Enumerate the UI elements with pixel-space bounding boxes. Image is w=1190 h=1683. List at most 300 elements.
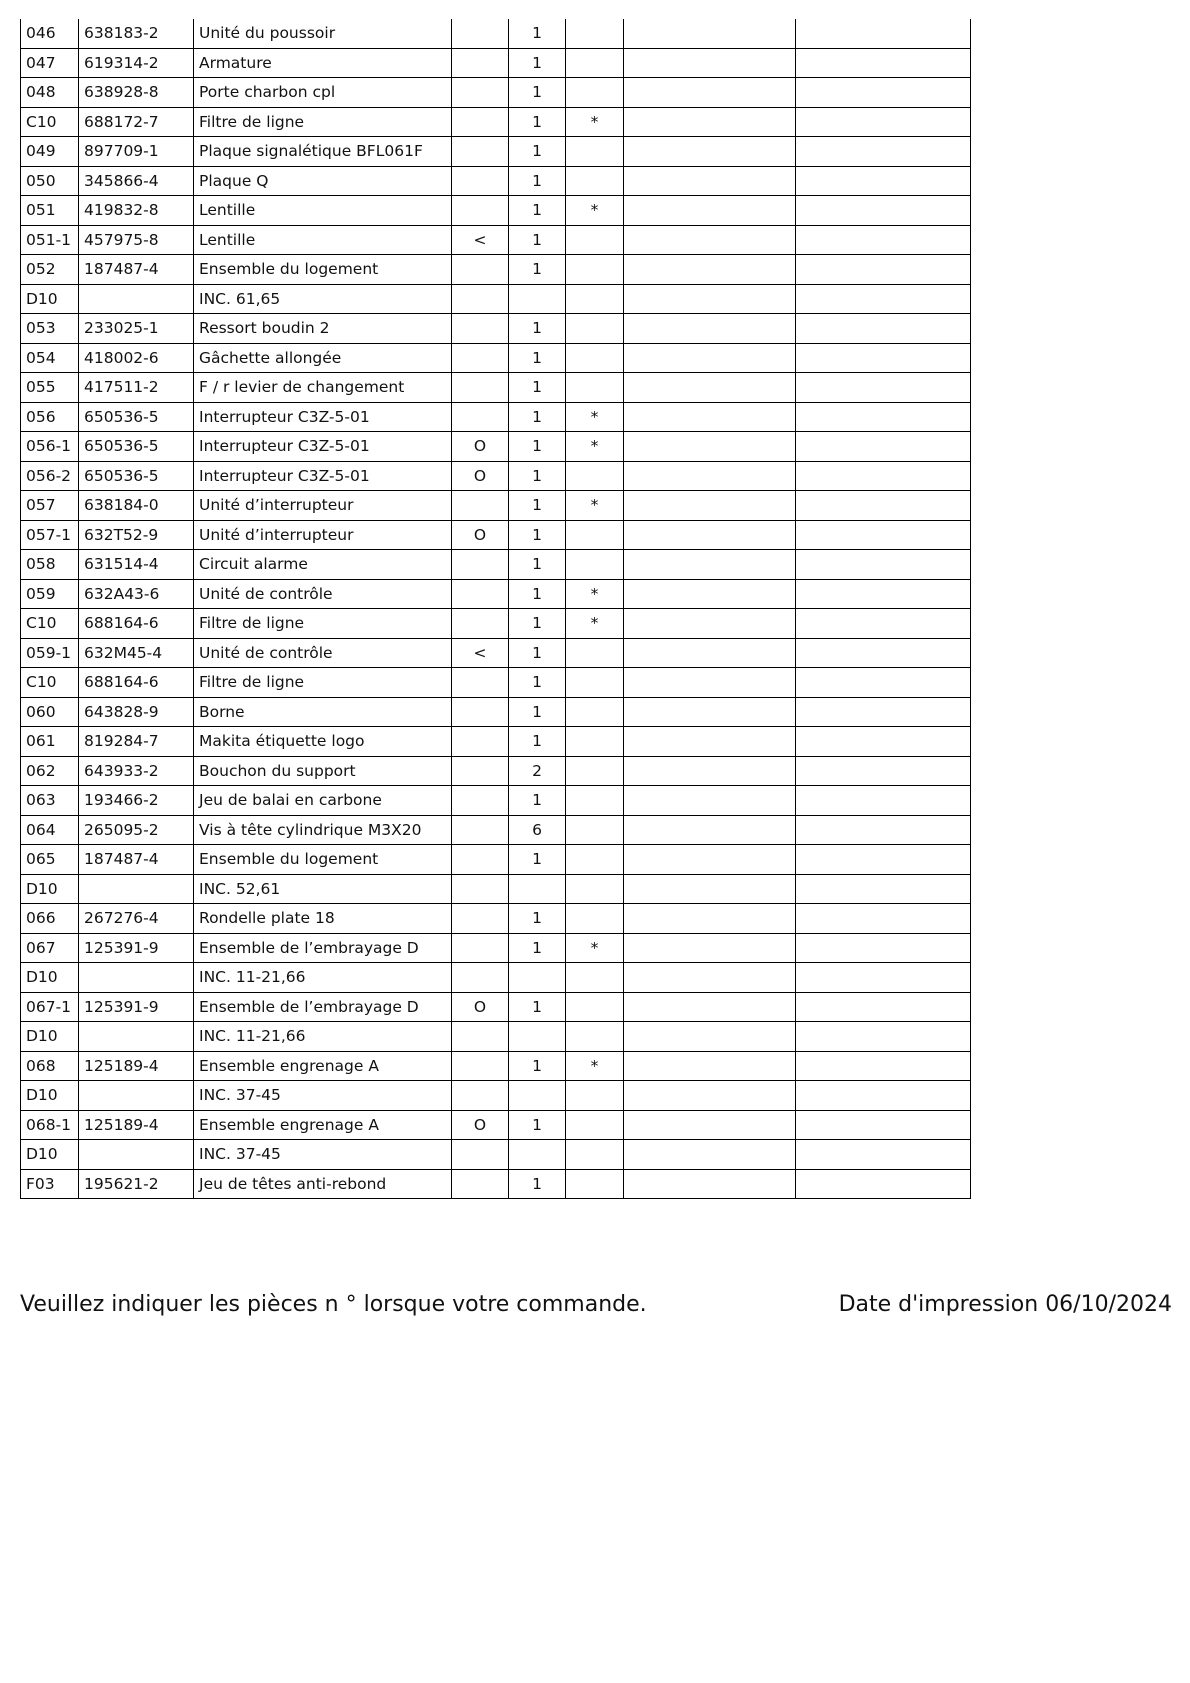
note: * xyxy=(566,1051,624,1081)
description: Unité d’interrupteur xyxy=(194,520,452,550)
note xyxy=(566,225,624,255)
part-number: 638184-0 xyxy=(79,491,194,521)
blank-cell xyxy=(624,255,796,285)
order-instruction: Veuillez indiquer les pièces n ° lorsque votre commande. xyxy=(20,1292,647,1317)
blank-cell xyxy=(796,756,971,786)
note xyxy=(566,638,624,668)
table-row xyxy=(21,1081,971,1111)
note xyxy=(566,963,624,993)
table-row xyxy=(21,845,971,875)
blank-cell xyxy=(624,225,796,255)
description: Filtre de ligne xyxy=(194,668,452,698)
description: Plaque signalétique BFL061F xyxy=(194,137,452,167)
table-row xyxy=(21,520,971,550)
part-number: 632T52-9 xyxy=(79,520,194,550)
part-number: 632A43-6 xyxy=(79,579,194,609)
blank-cell xyxy=(796,786,971,816)
mark xyxy=(452,1051,509,1081)
note xyxy=(566,78,624,108)
note xyxy=(566,1169,624,1199)
table-row xyxy=(21,786,971,816)
description: Ressort boudin 2 xyxy=(194,314,452,344)
table-row xyxy=(21,756,971,786)
item-number: D10 xyxy=(21,1140,79,1170)
blank-cell xyxy=(796,373,971,403)
quantity: 1 xyxy=(509,845,566,875)
item-number: 066 xyxy=(21,904,79,934)
mark xyxy=(452,845,509,875)
item-number: C10 xyxy=(21,668,79,698)
blank-cell xyxy=(624,107,796,137)
mark xyxy=(452,314,509,344)
part-number: 650536-5 xyxy=(79,402,194,432)
table-row xyxy=(21,491,971,521)
mark xyxy=(452,668,509,698)
blank-cell xyxy=(796,225,971,255)
note: * xyxy=(566,196,624,226)
blank-cell xyxy=(796,255,971,285)
quantity: 1 xyxy=(509,255,566,285)
quantity: 1 xyxy=(509,1110,566,1140)
blank-cell xyxy=(796,137,971,167)
item-number: 061 xyxy=(21,727,79,757)
description: Jeu de balai en carbone xyxy=(194,786,452,816)
blank-cell xyxy=(796,904,971,934)
quantity xyxy=(509,963,566,993)
table-row xyxy=(21,1169,971,1199)
part-number: 643828-9 xyxy=(79,697,194,727)
blank-cell xyxy=(796,1051,971,1081)
item-number: D10 xyxy=(21,963,79,993)
quantity: 1 xyxy=(509,786,566,816)
note xyxy=(566,550,624,580)
mark xyxy=(452,697,509,727)
blank-cell xyxy=(624,373,796,403)
blank-cell xyxy=(624,19,796,48)
note xyxy=(566,668,624,698)
part-number: 125189-4 xyxy=(79,1051,194,1081)
table-row xyxy=(21,343,971,373)
quantity: 1 xyxy=(509,1051,566,1081)
quantity: 1 xyxy=(509,19,566,48)
note xyxy=(566,373,624,403)
blank-cell xyxy=(624,520,796,550)
note xyxy=(566,697,624,727)
blank-cell xyxy=(624,78,796,108)
note xyxy=(566,284,624,314)
blank-cell xyxy=(624,963,796,993)
part-number: 418002-6 xyxy=(79,343,194,373)
blank-cell xyxy=(796,284,971,314)
table-row xyxy=(21,48,971,78)
item-number: 062 xyxy=(21,756,79,786)
note xyxy=(566,815,624,845)
description: Unité de contrôle xyxy=(194,638,452,668)
blank-cell xyxy=(624,1081,796,1111)
item-number: 051 xyxy=(21,196,79,226)
description: Borne xyxy=(194,697,452,727)
quantity: 2 xyxy=(509,756,566,786)
description: INC. 37-45 xyxy=(194,1081,452,1111)
note xyxy=(566,786,624,816)
mark xyxy=(452,1022,509,1052)
quantity: 1 xyxy=(509,137,566,167)
table-row xyxy=(21,166,971,196)
blank-cell xyxy=(624,786,796,816)
table-row xyxy=(21,255,971,285)
part-number: 688164-6 xyxy=(79,668,194,698)
blank-cell xyxy=(796,727,971,757)
blank-cell xyxy=(796,78,971,108)
table-row xyxy=(21,225,971,255)
note: * xyxy=(566,579,624,609)
quantity: 1 xyxy=(509,933,566,963)
blank-cell xyxy=(624,137,796,167)
description: Ensemble du logement xyxy=(194,845,452,875)
blank-cell xyxy=(796,402,971,432)
item-number: 068 xyxy=(21,1051,79,1081)
note xyxy=(566,845,624,875)
blank-cell xyxy=(796,1022,971,1052)
note xyxy=(566,904,624,934)
note xyxy=(566,166,624,196)
item-number: 067 xyxy=(21,933,79,963)
blank-cell xyxy=(624,609,796,639)
part-number: 125391-9 xyxy=(79,992,194,1022)
quantity: 1 xyxy=(509,697,566,727)
item-number: 056-2 xyxy=(21,461,79,491)
item-number: 063 xyxy=(21,786,79,816)
table-row xyxy=(21,727,971,757)
part-number: 632M45-4 xyxy=(79,638,194,668)
blank-cell xyxy=(796,638,971,668)
blank-cell xyxy=(796,1140,971,1170)
quantity xyxy=(509,1140,566,1170)
description: Ensemble de l’embrayage D xyxy=(194,933,452,963)
table-row xyxy=(21,373,971,403)
mark xyxy=(452,1081,509,1111)
table-row xyxy=(21,461,971,491)
blank-cell xyxy=(624,1051,796,1081)
parts-table-body xyxy=(21,19,971,1199)
description: Jeu de têtes anti-rebond xyxy=(194,1169,452,1199)
mark: O xyxy=(452,432,509,462)
description: Lentille xyxy=(194,196,452,226)
quantity: 1 xyxy=(509,166,566,196)
note xyxy=(566,874,624,904)
note: * xyxy=(566,402,624,432)
part-number xyxy=(79,874,194,904)
table-row xyxy=(21,402,971,432)
blank-cell xyxy=(624,933,796,963)
table-row xyxy=(21,668,971,698)
quantity: 1 xyxy=(509,107,566,137)
note: * xyxy=(566,491,624,521)
blank-cell xyxy=(624,1110,796,1140)
quantity: 1 xyxy=(509,225,566,255)
description: Armature xyxy=(194,48,452,78)
part-number: 631514-4 xyxy=(79,550,194,580)
table-row xyxy=(21,1140,971,1170)
note xyxy=(566,461,624,491)
part-number: 233025-1 xyxy=(79,314,194,344)
part-number: 265095-2 xyxy=(79,815,194,845)
mark: < xyxy=(452,638,509,668)
item-number: 051-1 xyxy=(21,225,79,255)
description: Lentille xyxy=(194,225,452,255)
mark xyxy=(452,727,509,757)
blank-cell xyxy=(796,992,971,1022)
part-number: 419832-8 xyxy=(79,196,194,226)
quantity xyxy=(509,1022,566,1052)
table-row xyxy=(21,78,971,108)
blank-cell xyxy=(624,402,796,432)
mark xyxy=(452,402,509,432)
table-row xyxy=(21,992,971,1022)
description: Unité de contrôle xyxy=(194,579,452,609)
blank-cell xyxy=(624,166,796,196)
mark xyxy=(452,874,509,904)
note xyxy=(566,1081,624,1111)
note xyxy=(566,19,624,48)
mark: < xyxy=(452,225,509,255)
blank-cell xyxy=(796,609,971,639)
part-number: 125189-4 xyxy=(79,1110,194,1140)
table-row xyxy=(21,815,971,845)
blank-cell xyxy=(624,874,796,904)
item-number: C10 xyxy=(21,107,79,137)
part-number: 193466-2 xyxy=(79,786,194,816)
blank-cell xyxy=(624,432,796,462)
item-number: D10 xyxy=(21,874,79,904)
mark xyxy=(452,343,509,373)
quantity: 1 xyxy=(509,402,566,432)
note xyxy=(566,48,624,78)
part-number xyxy=(79,1022,194,1052)
description: Interrupteur C3Z-5-01 xyxy=(194,402,452,432)
part-number: 638183-2 xyxy=(79,19,194,48)
part-number: 267276-4 xyxy=(79,904,194,934)
part-number: 650536-5 xyxy=(79,432,194,462)
description: Gâchette allongée xyxy=(194,343,452,373)
description: Ensemble de l’embrayage D xyxy=(194,992,452,1022)
description: INC. 11-21,66 xyxy=(194,963,452,993)
blank-cell xyxy=(796,1110,971,1140)
table-row xyxy=(21,137,971,167)
part-number xyxy=(79,284,194,314)
blank-cell xyxy=(624,343,796,373)
blank-cell xyxy=(624,727,796,757)
blank-cell xyxy=(624,1022,796,1052)
description: Ensemble engrenage A xyxy=(194,1051,452,1081)
part-number: 638928-8 xyxy=(79,78,194,108)
description: Ensemble du logement xyxy=(194,255,452,285)
description: INC. 37-45 xyxy=(194,1140,452,1170)
table-row xyxy=(21,196,971,226)
note xyxy=(566,314,624,344)
item-number: 060 xyxy=(21,697,79,727)
blank-cell xyxy=(624,1169,796,1199)
note xyxy=(566,137,624,167)
item-number: C10 xyxy=(21,609,79,639)
note xyxy=(566,1140,624,1170)
mark: O xyxy=(452,520,509,550)
item-number: 050 xyxy=(21,166,79,196)
description: Interrupteur C3Z-5-01 xyxy=(194,461,452,491)
blank-cell xyxy=(796,963,971,993)
mark xyxy=(452,255,509,285)
blank-cell xyxy=(624,196,796,226)
blank-cell xyxy=(624,756,796,786)
blank-cell xyxy=(624,845,796,875)
quantity: 1 xyxy=(509,668,566,698)
table-row xyxy=(21,904,971,934)
blank-cell xyxy=(796,874,971,904)
blank-cell xyxy=(796,196,971,226)
blank-cell xyxy=(796,520,971,550)
blank-cell xyxy=(796,343,971,373)
mark xyxy=(452,904,509,934)
mark xyxy=(452,373,509,403)
part-number: 125391-9 xyxy=(79,933,194,963)
table-row xyxy=(21,579,971,609)
item-number: D10 xyxy=(21,1081,79,1111)
mark xyxy=(452,550,509,580)
mark xyxy=(452,756,509,786)
quantity: 1 xyxy=(509,432,566,462)
blank-cell xyxy=(624,697,796,727)
table-row xyxy=(21,284,971,314)
quantity: 1 xyxy=(509,491,566,521)
description: Interrupteur C3Z-5-01 xyxy=(194,432,452,462)
table-row xyxy=(21,609,971,639)
table-row xyxy=(21,314,971,344)
blank-cell xyxy=(796,1081,971,1111)
mark: O xyxy=(452,461,509,491)
item-number: 048 xyxy=(21,78,79,108)
part-number: 650536-5 xyxy=(79,461,194,491)
blank-cell xyxy=(796,668,971,698)
note: * xyxy=(566,107,624,137)
blank-cell xyxy=(796,550,971,580)
mark xyxy=(452,609,509,639)
blank-cell xyxy=(796,432,971,462)
item-number: 058 xyxy=(21,550,79,580)
description: Vis à tête cylindrique M3X20 xyxy=(194,815,452,845)
blank-cell xyxy=(796,845,971,875)
quantity: 1 xyxy=(509,373,566,403)
blank-cell xyxy=(796,19,971,48)
item-number: 064 xyxy=(21,815,79,845)
description: Unité d’interrupteur xyxy=(194,491,452,521)
mark xyxy=(452,107,509,137)
quantity: 6 xyxy=(509,815,566,845)
mark xyxy=(452,579,509,609)
mark: O xyxy=(452,992,509,1022)
note xyxy=(566,343,624,373)
parts-table xyxy=(20,19,971,1199)
item-number: 057-1 xyxy=(21,520,79,550)
blank-cell xyxy=(624,904,796,934)
item-number: D10 xyxy=(21,1022,79,1052)
note xyxy=(566,756,624,786)
blank-cell xyxy=(624,461,796,491)
blank-cell xyxy=(624,668,796,698)
part-number xyxy=(79,963,194,993)
part-number: 688172-7 xyxy=(79,107,194,137)
mark xyxy=(452,284,509,314)
part-number: 688164-6 xyxy=(79,609,194,639)
quantity: 1 xyxy=(509,609,566,639)
note xyxy=(566,1110,624,1140)
part-number: 619314-2 xyxy=(79,48,194,78)
item-number: 067-1 xyxy=(21,992,79,1022)
table-row xyxy=(21,1051,971,1081)
part-number: 457975-8 xyxy=(79,225,194,255)
item-number: 059 xyxy=(21,579,79,609)
blank-cell xyxy=(624,638,796,668)
blank-cell xyxy=(624,48,796,78)
item-number: 065 xyxy=(21,845,79,875)
description: Filtre de ligne xyxy=(194,107,452,137)
mark xyxy=(452,1140,509,1170)
item-number: 055 xyxy=(21,373,79,403)
table-row xyxy=(21,1022,971,1052)
blank-cell xyxy=(624,314,796,344)
quantity: 1 xyxy=(509,727,566,757)
note: * xyxy=(566,933,624,963)
quantity: 1 xyxy=(509,314,566,344)
item-number: 057 xyxy=(21,491,79,521)
blank-cell xyxy=(796,107,971,137)
blank-cell xyxy=(796,491,971,521)
mark xyxy=(452,815,509,845)
blank-cell xyxy=(624,579,796,609)
description: Circuit alarme xyxy=(194,550,452,580)
item-number: 054 xyxy=(21,343,79,373)
table-row xyxy=(21,963,971,993)
part-number: 187487-4 xyxy=(79,845,194,875)
print-date: Date d'impression 06/10/2024 xyxy=(838,1292,1172,1317)
description: Plaque Q xyxy=(194,166,452,196)
blank-cell xyxy=(796,1169,971,1199)
part-number: 897709-1 xyxy=(79,137,194,167)
table-row xyxy=(21,874,971,904)
blank-cell xyxy=(624,491,796,521)
description: Porte charbon cpl xyxy=(194,78,452,108)
blank-cell xyxy=(624,1140,796,1170)
part-number: 187487-4 xyxy=(79,255,194,285)
quantity: 1 xyxy=(509,78,566,108)
quantity xyxy=(509,1081,566,1111)
quantity: 1 xyxy=(509,904,566,934)
note: * xyxy=(566,432,624,462)
item-number: 046 xyxy=(21,19,79,48)
item-number: 047 xyxy=(21,48,79,78)
mark xyxy=(452,196,509,226)
mark: O xyxy=(452,1110,509,1140)
description: Bouchon du support xyxy=(194,756,452,786)
note xyxy=(566,992,624,1022)
mark xyxy=(452,166,509,196)
item-number: 056 xyxy=(21,402,79,432)
blank-cell xyxy=(624,550,796,580)
blank-cell xyxy=(796,697,971,727)
item-number: 056-1 xyxy=(21,432,79,462)
blank-cell xyxy=(796,579,971,609)
table-row xyxy=(21,550,971,580)
item-number: 052 xyxy=(21,255,79,285)
